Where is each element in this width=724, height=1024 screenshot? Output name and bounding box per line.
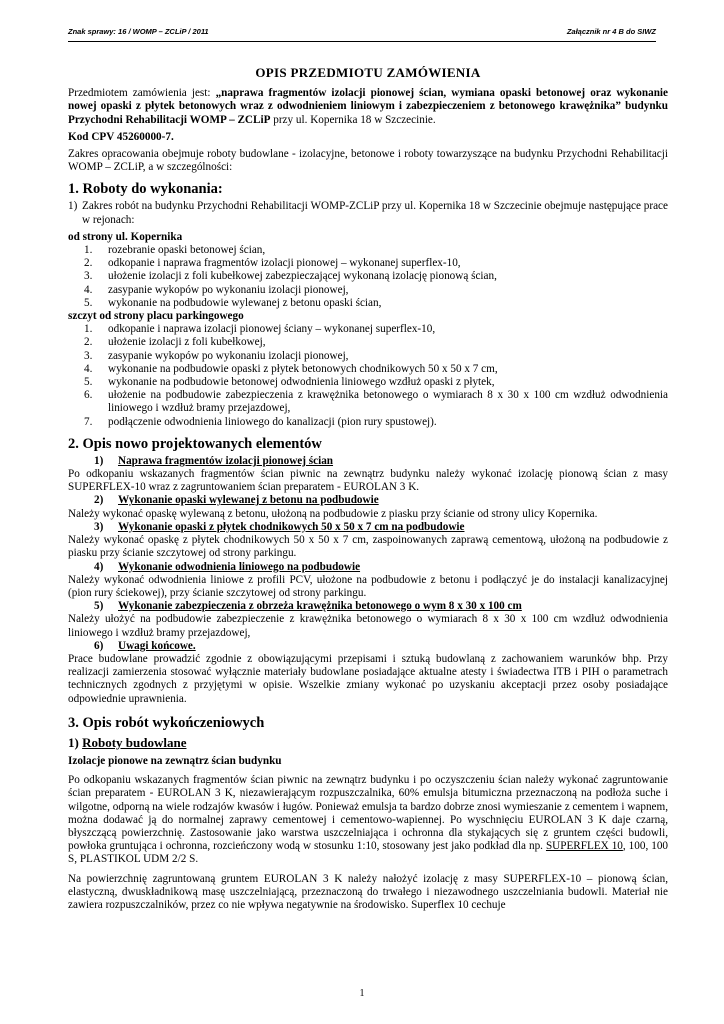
- scope-paragraph: Zakres opracowania obejmuje roboty budowlane - izolacyjne, betonowe i roboty towarzyszące na budynku Przychodni Rehabilitacji WOMP – ZCLiP, a w szczególności:: [68, 148, 668, 174]
- page-header: [68, 27, 656, 39]
- list-item: 4. zasypanie wykopów po wykonaniu izolacji pionowej,: [84, 283, 349, 296]
- group-a-title: od strony ul. Kopernika: [68, 230, 183, 243]
- intro-prefix: Przedmiotem zamówienia jest:: [68, 87, 216, 100]
- insulation-paragraph-1: Po odkopaniu wskazanych fragmentów ścian piwnic na zewnątrz budynku i po oczyszczeniu ścian należy wykonać zagruntowanie ścian preparatem - EUROLAN 3 K, niezawierającym rozpuszczalnika, 60% emulsja bitumiczna przeznaczoną na podłoża suche i wilgotne, odporną na wiele rodzajów kwasów i ługów. Ponieważ emulsja ta bardzo dobrze znosi wymieszanie z cementem i wapnem, można dodawać ją do normalnej zaprawy cementowej i cementowo-wapiennej. Po wyschnięciu EUROLAN 3 K daje czarną, błyszczącą powierzchnię. Zastosowanie jako warstwa uszczelniająca i ochronna dla stykających się z gruntem części budowli, powłoka gruntująca i ochronna, rozcieńczony wodą w stosunku 1:10, stosowany jest jako podkład dla np. SUPERFLEX 10, 100, 100 S, PLASTIKOL UDM 2/2 S.: [68, 774, 668, 866]
- section2-part-title: 2) Wykonanie opaski wylewanej z betonu na podbudowie: [94, 494, 379, 507]
- section2-part-text: Prace budowlane prowadzić zgodnie z obowiązującymi przepisami i sztuką budowlaną z zachowaniem warunków bhp. Przy realizacji zamierzenia stosować wyłącznie materiały budowlane posiadające aktualne atesty i świadectwa ITB i PIH o parametrach technicznych zgodnych z przyjętymi w opisie. Wszelkie zmiany wykonać po uzyskaniu akceptacji przez osoby posiadające odpowiednie uprawnienia.: [68, 652, 668, 705]
- section2-part-title: 4) Wykonanie odwodnienia liniowego na podbudowie: [94, 560, 361, 573]
- section2-part-title: 6) Uwagi końcowe.: [94, 639, 196, 652]
- intro-suffix: przy ul. Kopernika 18 w Szczecinie.: [270, 113, 436, 126]
- section1-intro: [68, 200, 668, 226]
- section1-heading: 1. Roboty do wykonania:: [68, 181, 223, 198]
- section2-heading: 2. Opis nowo projektowanych elementów: [68, 435, 322, 452]
- list-item: 2. odkopanie i naprawa fragmentów izolacji pionowej – wykonanej superflex-10,: [84, 257, 461, 270]
- cpv-code: Kod CPV 45260000-7.: [68, 130, 174, 143]
- header-rule: [68, 41, 656, 42]
- section3-heading: 3. Opis robót wykończeniowych: [68, 714, 265, 731]
- document-title: OPIS PRZEDMIOTU ZAMÓWIENIA: [255, 65, 481, 80]
- list-item: 5. wykonanie na podbudowie betonowej odwodnienia liniowego wzdłuż opaski z płytek,: [84, 376, 495, 389]
- list-item: 4. wykonanie na podbudowie opaski z płytek betonowych chodnikowych 50 x 50 x 7 cm,: [84, 362, 498, 375]
- group-b-list: [68, 323, 668, 429]
- insulation-paragraph-2: Na powierzchnię zagruntowaną gruntem EUROLAN 3 K należy nałożyć izolację z masy SUPERFLEX-10 – pionową ścian, elastyczną, dwuskładnikową masę uszczelniającą, przeznaczoną do trwałego i niezawodnego uszczelniania budowli. Materiał nie zawiera rozpuszczalników, przez co nie wpływa negatywnie na środowisko. Superflex 10 cechuje: [68, 872, 668, 911]
- group-b-title: szczyt od strony placu parkingowego: [68, 310, 244, 323]
- group-a-list: [68, 244, 668, 310]
- insulation-title: Izolacje pionowe na zewnątrz ścian budynku: [68, 754, 282, 767]
- section1-intro-number: 1): [68, 200, 78, 213]
- section2-part-title: 5) Wykonanie zabezpieczenia z obrzeża krawężnika betonowego o wym 8 x 30 x 100 cm: [94, 600, 522, 613]
- list-item: 1. odkopanie i naprawa izolacji pionowej ściany – wykonanej superflex-10,: [84, 323, 436, 336]
- section3-subheading: 1) Roboty budowlane: [68, 734, 187, 750]
- section2-part-text: Należy wykonać odwodnienia liniowe z profili PCV, ułożone na podbudowie z betonu i podłączyć je do instalacji kanalizacyjnej (pion rury ściekowej), przy ścianie szczytowej od strony parkingu.: [68, 573, 668, 599]
- list-item: 5. wykonanie na podbudowie wylewanej z betonu opaski ścian,: [84, 296, 382, 309]
- section2-part-text: Należy wykonać opaskę z płytek chodnikowych 50 x 50 x 7 cm, zaspoinowanych zaprawą cementową, ułożoną na podbudowie z piasku przy ścianie szczytowej od strony parkingu.: [68, 534, 668, 560]
- list-item: 7. podłączenie odwodnienia liniowego do kanalizacji (pion rury spustowej).: [84, 415, 437, 428]
- section2-part-text: Po odkopaniu wskazanych fragmentów ścian piwnic na zewnątrz budynku należy wykonać izolację pionową ścian z masy SUPERFLEX-10 wraz z zagruntowaniem ścian preparatem - EUROLAN 3 K.: [68, 468, 668, 494]
- section2-part-title: 1) Naprawa fragmentów izolacji pionowej ścian: [94, 454, 334, 467]
- intro-paragraph: [68, 87, 668, 127]
- list-item: 3. zasypanie wykopów po wykonaniu izolacji pionowej,: [84, 349, 349, 362]
- list-item: 2. ułożenie izolacji z foli kubełkowej,: [84, 336, 266, 349]
- list-item: 6. ułożenie na podbudowie zabezpieczenia z krawężnika betonowego o wymiarach 8 x 30 x 100 cm wzdłuż odwodnienia liniowego i wzdłuż bramy przejazdowej,: [84, 389, 668, 415]
- section1-intro-text: Zakres robót na budynku Przychodni Rehabilitacji WOMP-ZCLiP przy ul. Kopernika 18 w Szczecinie obejmuje następujące prace w rejonach:: [82, 200, 668, 226]
- case-number: Znak sprawy: 16 / WOMP – ZCLiP / 2011: [68, 27, 209, 36]
- list-item: 1. rozebranie opaski betonowej ścian,: [84, 244, 266, 257]
- section2-part-text: Należy wykonać opaskę wylewaną z betonu, ułożoną na podbudowie z piasku przy ścianie od strony ulicy Kopernika.: [68, 507, 598, 520]
- attachment-label: Załącznik nr 4 B do SIWZ: [566, 27, 656, 36]
- document-body: [68, 66, 668, 912]
- page-number: 1: [359, 988, 365, 999]
- list-item: 3. ułożenie izolacji z foli kubełkowej zabezpieczającej wykonaną izolację pionową ścian,: [84, 270, 497, 283]
- intro-subject: „naprawa fragmentów izolacji pionowej ścian, wymiana opaski betonowej oraz wykonanie nowej opaski z płytek betonowych wraz z odwodnieniem liniowym i zabezpieczeniem z betonowego krawężnika” budynku Przychodni Rehabilitacji WOMP – ZCLiP: [68, 87, 668, 126]
- section2-part-text: Należy ułożyć na podbudowie zabezpieczenie z krawężnika betonowego o wymiarach 8 x 30 x 100 cm wzdłuż odwodnienia liniowego i wzdłuż bramy przejazdowej,: [68, 613, 668, 639]
- section2-part-title: 3) Wykonanie opaski z płytek chodnikowych 50 x 50 x 7 cm na podbudowie: [94, 520, 465, 533]
